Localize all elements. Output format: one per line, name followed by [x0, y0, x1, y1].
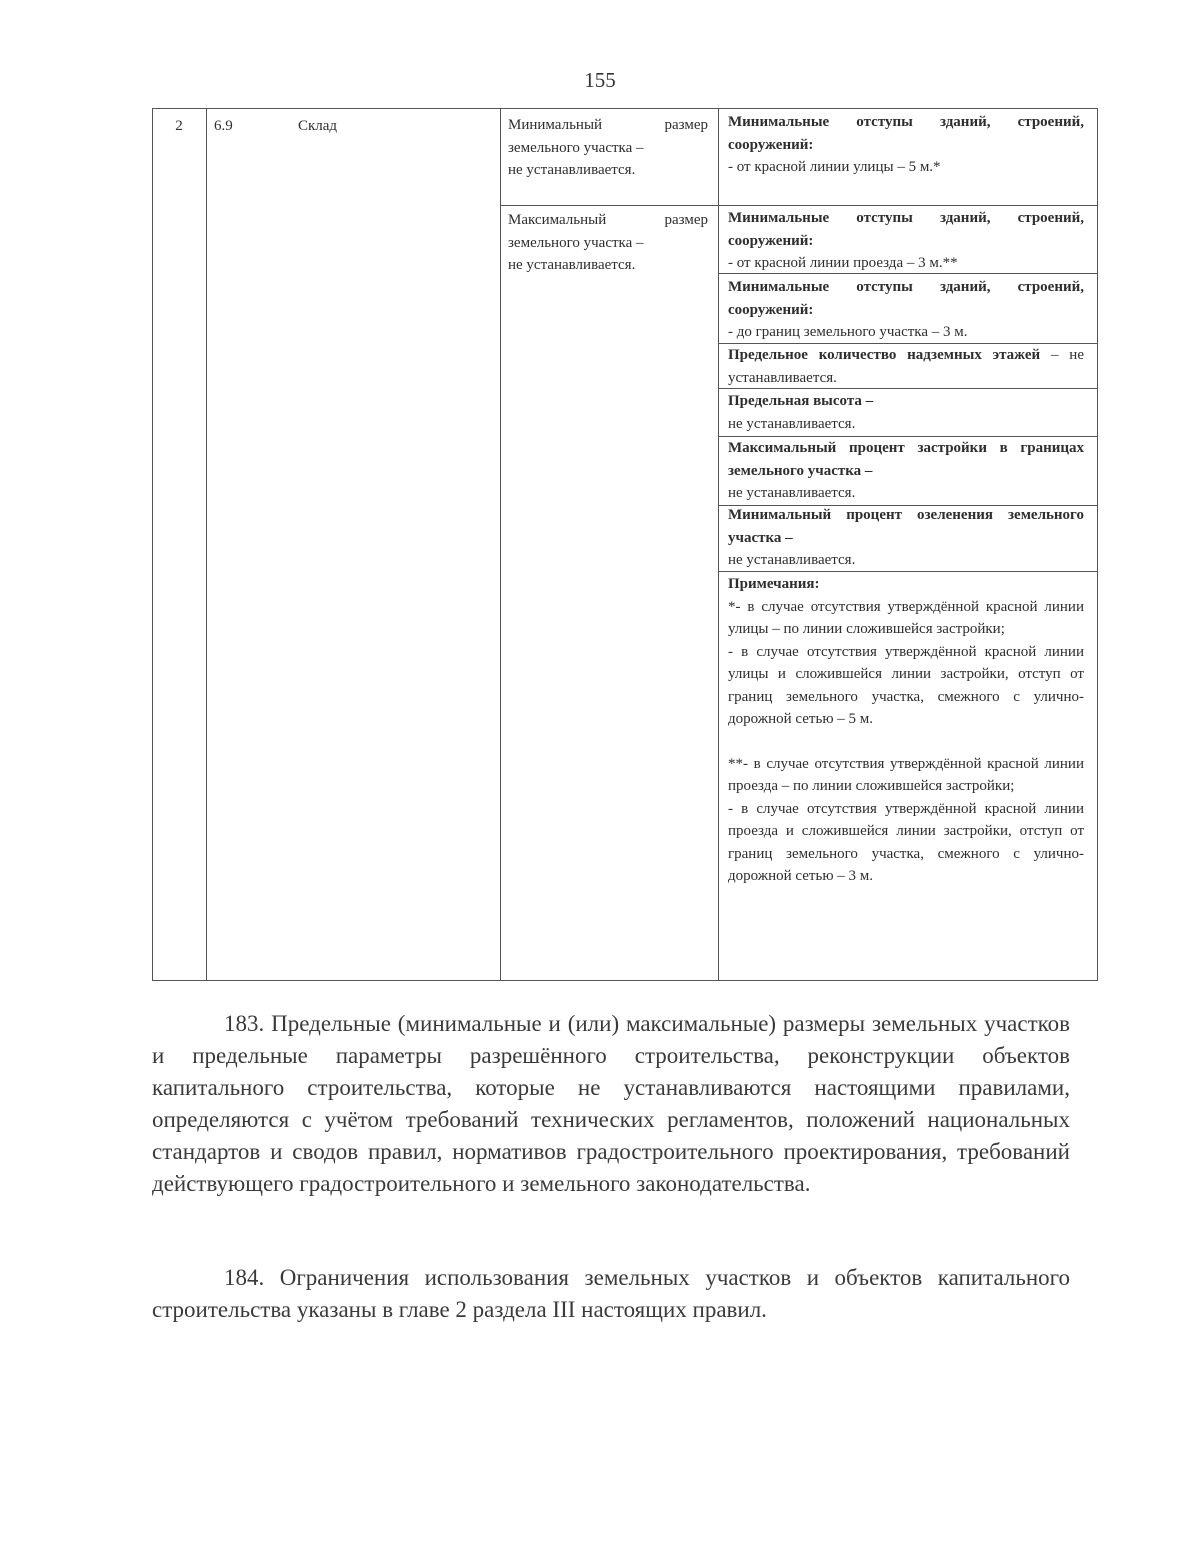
- page-number: 155: [584, 68, 616, 92]
- param-value: не устанавливается.: [728, 415, 856, 432]
- row-divider: [500, 205, 719, 206]
- note-text: **- в случае отсутствия утверждённой красной линии проезда – по линии сложившейся застройки;: [728, 755, 1084, 794]
- param-cell: [728, 390, 1084, 435]
- zoning-table: [152, 108, 1098, 981]
- param-title: Предельное количество надземных этажей: [728, 347, 1041, 363]
- note-spacer: [728, 731, 1084, 753]
- min-size-cell: [508, 114, 708, 182]
- table-border-bottom: [152, 980, 1098, 981]
- param-value: – не устанавливается.: [728, 347, 1084, 386]
- max-size-cell: [508, 209, 708, 277]
- note-text: - в случае отсутствия утверждённой красной линии проезда и сложившейся линии застройки, отступ от границ земельного участка, смежного с улично-дорожной сетью – 3 м.: [728, 800, 1084, 884]
- param-value: - до границ земельного участка – 3 м.: [728, 324, 968, 340]
- param-title: Предельная высота –: [728, 393, 874, 409]
- param-value: - от красной линии улицы – 5 м.*: [728, 159, 941, 175]
- notes-title: Примечания:: [728, 576, 820, 592]
- param-title: Минимальные отступы зданий, строений, сооружений:: [728, 210, 1084, 249]
- param-value: - от красной линии проезда – 3 м.**: [728, 255, 958, 271]
- paragraph-184: 184. Ограничения использования земельных участков и объектов капитального строительства указаны в главе 2 раздела III настоящих правил.: [152, 1265, 1070, 1322]
- param-cell: [728, 437, 1084, 505]
- param-title: Максимальный процент застройки в границах земельного участка –: [728, 440, 1084, 479]
- param-value: не устанавливается.: [728, 485, 856, 501]
- param-cell: [728, 111, 1084, 179]
- max-size-value: не устанавливается.: [508, 257, 636, 273]
- note-text: *- в случае отсутствия утверждённой красной линии улицы – по линии сложившейся застройки;: [728, 598, 1084, 637]
- param-title: Минимальные отступы зданий, строений, сооружений:: [728, 279, 1084, 318]
- column-divider: [500, 108, 501, 981]
- row-divider: [718, 205, 1098, 206]
- table-border-top: [152, 108, 1098, 109]
- min-size-value: не устанавливается.: [508, 162, 636, 178]
- param-cell: [728, 344, 1084, 389]
- table-border-right: [1097, 108, 1098, 981]
- param-value: не устанавливается.: [728, 552, 856, 568]
- note-text: - в случае отсутствия утверждённой красной линии улицы и сложившейся линии застройки, отступ от границ земельного участка, смежного с улично-дорожной сетью – 5 м.: [728, 643, 1084, 727]
- use-name: Склад: [298, 118, 338, 134]
- param-title: Минимальный процент озеленения земельного участка –: [728, 507, 1084, 546]
- column-divider: [206, 108, 207, 981]
- row-number: 2: [175, 118, 183, 134]
- min-size-title: Минимальный размер земельного участка –: [508, 117, 708, 156]
- param-cell: [728, 207, 1084, 275]
- param-cell: [728, 276, 1084, 344]
- notes-cell: [728, 573, 1084, 888]
- paragraph-183: 183. Предельные (минимальные и (или) максимальные) размеры земельных участков и предельные параметры разрешённого строительства, реконструкции объектов капитального строительства, которые не устанавливаются настоящими правилами, определяются с учётом требований технических регламентов, положений национальных стандартов и сводов правил, нормативов градостроительного проектирования, требований действующего градостроительного и земельного законодательства.: [152, 1011, 1070, 1196]
- column-divider: [718, 108, 719, 981]
- use-code: 6.9: [214, 118, 233, 134]
- table-border-left: [152, 108, 153, 981]
- param-title: Минимальные отступы зданий, строений, сооружений:: [728, 114, 1084, 153]
- param-cell: [728, 504, 1084, 572]
- max-size-title: Максимальный размер земельного участка –: [508, 212, 708, 251]
